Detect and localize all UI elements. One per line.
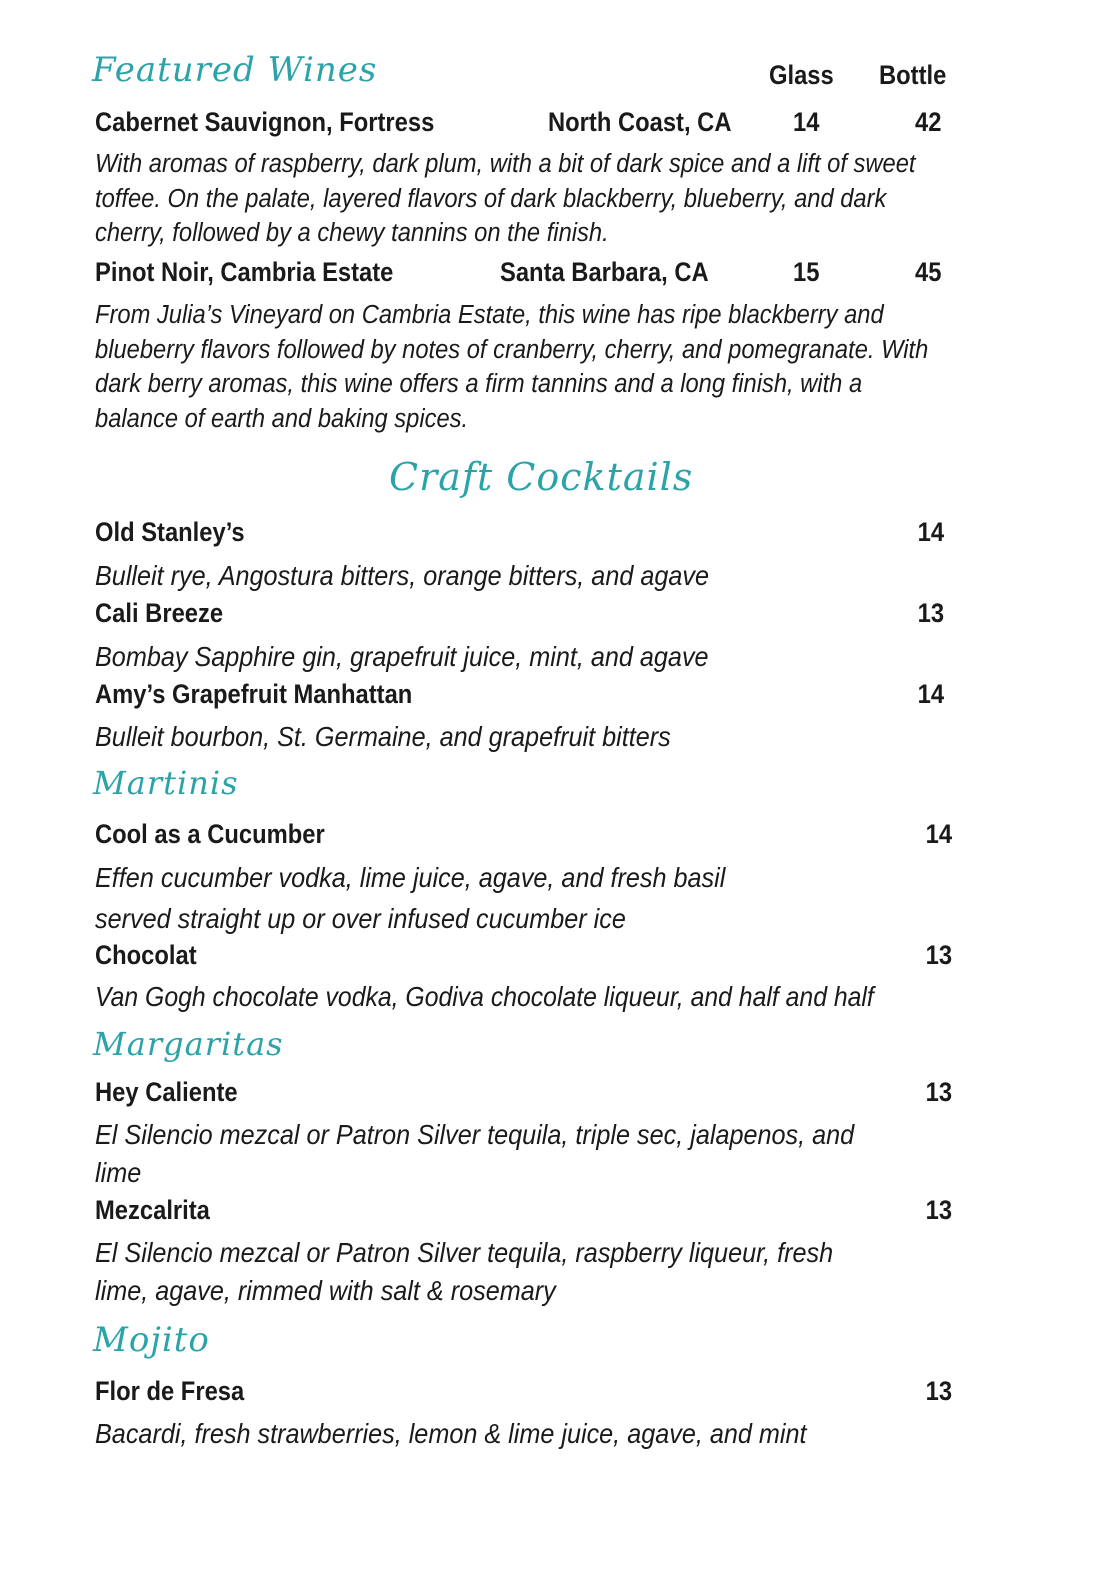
wine-region: Santa Barbara, CA <box>500 257 709 287</box>
section-heading-craft-cocktails: Craft Cocktails <box>389 455 694 499</box>
wine-glass-price: 15 <box>793 257 820 287</box>
margarita-price: 13 <box>925 1195 952 1225</box>
wine-name: Pinot Noir, Cambria Estate <box>95 257 394 287</box>
margarita-description: El Silencio mezcal or Patron Silver tequila, triple sec, jalapenos, and lime <box>95 1119 855 1188</box>
margarita-name: Mezcalrita <box>95 1195 210 1225</box>
mojito-price: 13 <box>925 1376 952 1406</box>
wine-bottle-price: 42 <box>915 107 942 137</box>
wine-description: From Julia’s Vineyard on Cambria Estate, this wine has ripe blackberry and blueberry flavors followed by notes of cranberry, cherry, and pomegranate. With dark berry aromas, this wine offers a firm tannins and a long finish, with a balance of earth and baking spices. <box>95 301 929 433</box>
martini-description: Effen cucumber vodka, lime juice, agave, and fresh basil served straight up or over infused cucumber ice <box>95 862 726 934</box>
martini-price: 14 <box>925 819 952 849</box>
wine-description: With aromas of raspberry, dark plum, with a bit of dark spice and a lift of sweet toffee. On the palate, layered flavors of dark blackberry, blueberry, and dark cherry, followed by a chewy tannins on the finish. <box>95 150 916 247</box>
section-heading-featured-wines: Featured Wines <box>92 50 378 90</box>
mojito-description: Bacardi, fresh strawberries, lemon & lime juice, agave, and mint <box>95 1418 807 1449</box>
cocktail-name: Cali Breeze <box>95 598 224 628</box>
section-heading-margaritas: Margaritas <box>93 1025 284 1063</box>
cocktail-name: Old Stanley’s <box>95 517 245 547</box>
section-heading-mojito: Mojito <box>93 1320 210 1360</box>
section-heading-martinis: Martinis <box>93 764 239 802</box>
wine-name: Cabernet Sauvignon, Fortress <box>95 107 435 137</box>
column-header-bottle: Bottle <box>879 60 947 90</box>
margarita-price: 13 <box>925 1077 952 1107</box>
cocktail-description: Bombay Sapphire gin, grapefruit juice, mint, and agave <box>95 641 709 672</box>
martini-name: Cool as a Cucumber <box>95 819 325 849</box>
martini-price: 13 <box>925 940 952 970</box>
mojito-name: Flor de Fresa <box>95 1376 245 1406</box>
cocktail-description: Bulleit bourbon, St. Germaine, and grapefruit bitters <box>95 721 671 752</box>
cocktail-name: Amy’s Grapefruit Manhattan <box>95 679 413 709</box>
wine-glass-price: 14 <box>793 107 820 137</box>
cocktail-price: 13 <box>917 598 944 628</box>
martini-description: Van Gogh chocolate vodka, Godiva chocolate liqueur, and half and half <box>95 981 874 1012</box>
wine-bottle-price: 45 <box>915 257 942 287</box>
wine-region: North Coast, CA <box>548 107 732 137</box>
column-header-glass: Glass <box>769 60 834 90</box>
cocktail-price: 14 <box>917 679 944 709</box>
margarita-description: El Silencio mezcal or Patron Silver tequila, raspberry liqueur, fresh lime, agave, rimmed with salt & rosemary <box>95 1237 834 1306</box>
margarita-name: Hey Caliente <box>95 1077 238 1107</box>
cocktail-description: Bulleit rye, Angostura bitters, orange bitters, and agave <box>95 560 710 591</box>
martini-name: Chocolat <box>95 940 197 970</box>
cocktail-price: 14 <box>917 517 944 547</box>
